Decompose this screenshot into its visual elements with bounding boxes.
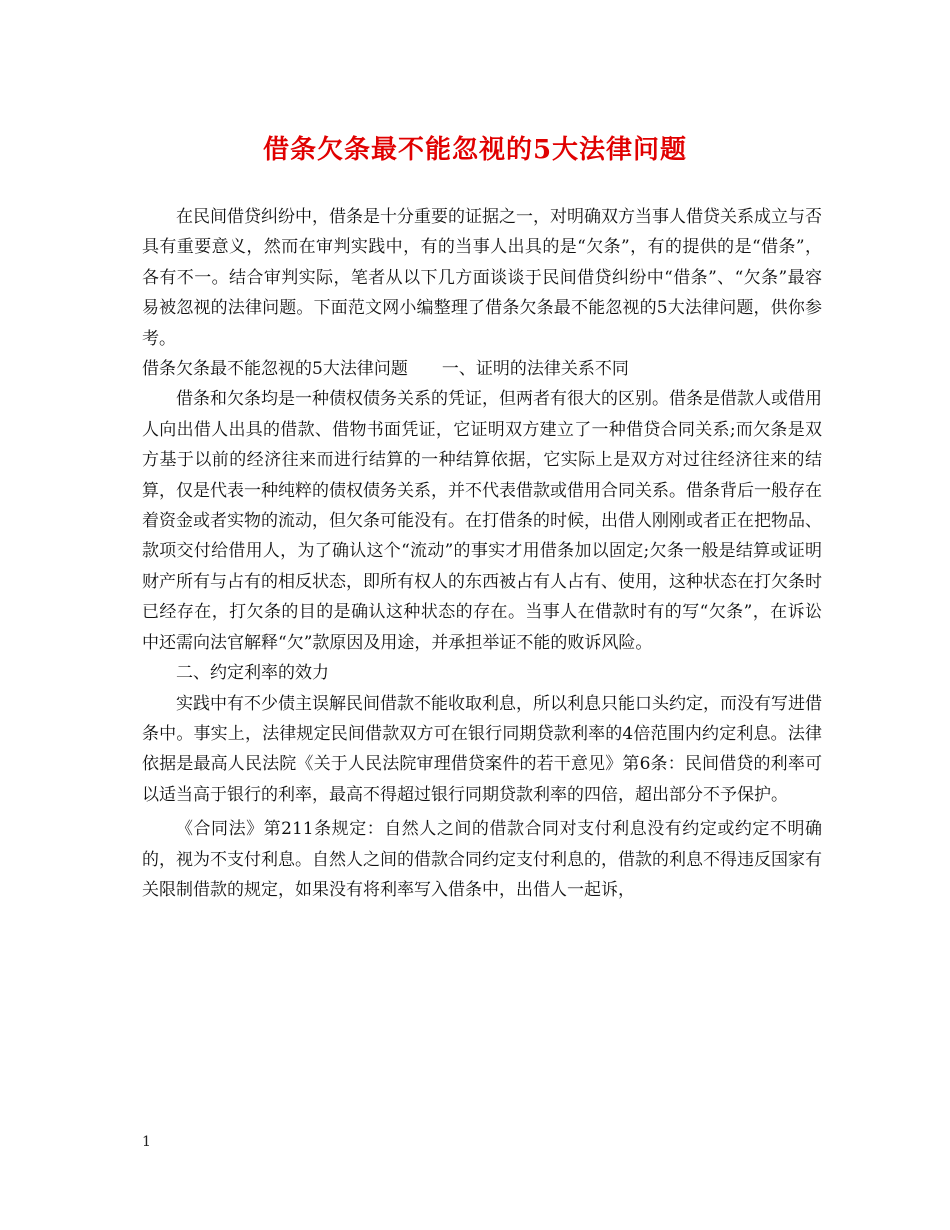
document-body (142, 202, 822, 905)
intro-paragraph: 在民间借贷纠纷中，借条是十分重要的证据之一，对明确双方当事人借贷关系成立与否具有重要意义，然而在审判实践中，有的当事人出具的是“欠条”，有的提供的是“借条”，各有不一。结合审判实际，笔者从以下几方面谈谈于民间借贷纠纷中“借条”、“欠条”最容易被忽视的法律问题。下面范文网小编整理了借条欠条最不能忽视的5大法律问题，供你参考。 (142, 207, 822, 349)
section1-paragraph: 借条和欠条均是一种债权债务关系的凭证，但两者有很大的区别。借条是借款人或借用人向出借人出具的借款、借物书面凭证，它证明双方建立了一种借贷合同关系;而欠条是双方基于以前的经济往来而进行结算的一种结算依据，它实际上是双方对过往经济往来的结算，仅是代表一种纯粹的债权债务关系，并不代表借款或借用合同关系。借条背后一般存在着资金或者实物的流动，但欠条可能没有。在打借条的时候，出借人刚刚或者正在把物品、款项交付给借用人，为了确认这个“流动”的事实才用借条加以固定;欠条一般是结算或证明财产所有与占有的相反状态，即所有权人的东西被占有人占有、使用，这种状态在打欠条时已经存在，打欠条的目的是确认这种状态的存在。当事人在借款时有的写“欠条”，在诉讼中还需向法官解释“欠”款原因及用途，并承担举证不能的败诉风险。 (142, 389, 822, 653)
section2-paragraph-2: 《合同法》第211条规定：自然人之间的借款合同对支付利息没有约定或约定不明确的，视为不支付利息。自然人之间的借款合同约定支付利息的，借款的利息不得违反国家有关限制借款的规定，如果没有将利率写入借条中，出借人一起诉， (142, 819, 822, 900)
subtitle-line (142, 354, 822, 384)
section2-paragraph-1: 实践中有不少债主误解民间借款不能收取利息，所以利息只能口头约定，而没有写进借条中。事实上，法律规定民间借款双方可在银行同期贷款利率的4倍范围内约定利息。法律依据是最高人民法院《关于人民法院审理借贷案件的若干意见》第6条：民间借贷的利率可以适当高于银行的利率，最高不得超过银行同期贷款利率的四倍，超出部分不予保护。 (142, 693, 822, 805)
section2-heading: 二、约定利率的效力 (176, 663, 329, 684)
section1-heading: 一、证明的法律关系不同 (441, 359, 629, 380)
document-title: 借条欠条最不能忽视的5大法律问题 (262, 135, 688, 165)
subtitle-line-left: 借条欠条最不能忽视的5大法律问题 (142, 359, 408, 380)
page-number: 1 (142, 1134, 151, 1150)
